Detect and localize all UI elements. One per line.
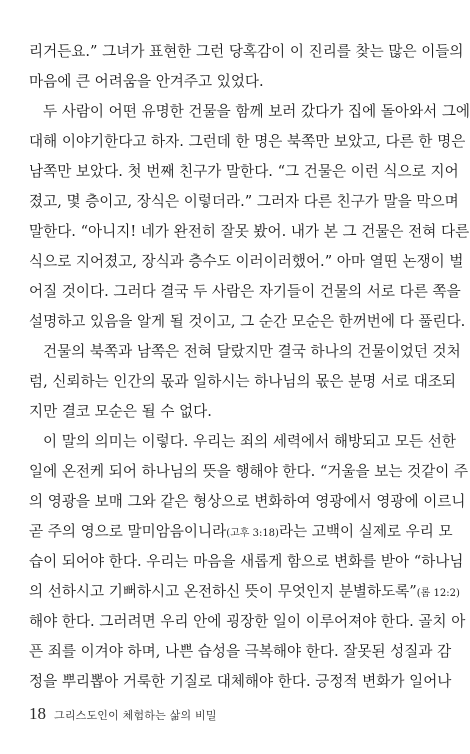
body-line-text: 라는 고백이 실제로 우리 모	[278, 523, 453, 540]
body-line: 마음에 큰 어려움을 안겨주고 있었다.	[29, 73, 264, 90]
body-line-text: 곧 주의 영으로 말미암음이니라	[29, 523, 227, 540]
body-line: 리거든요.” 그녀가 표현한 그런 당혹감이 이 진리를 찾는 많은 이들의	[29, 43, 464, 60]
body-line: 설명하고 있음을 알게 될 것이고, 그 순간 모순은 한꺼번에 다 풀린다.	[29, 313, 466, 330]
body-line	[29, 522, 453, 542]
body-line: 일에 온전케 되어 하나님의 뜻을 행해야 한다. “거울을 보는 것같이 주	[29, 463, 469, 480]
body-line: 건물의 북쪽과 남쪽은 전혀 달랐지만 결국 하나의 건물이었던 것처	[43, 343, 461, 360]
scripture-reference: (롬 12:2)	[416, 588, 460, 599]
body-line: 남쪽만 보았다. 첫 번째 친구가 말한다. “그 건물은 이런 식으로 지어	[29, 163, 459, 180]
body-line: 말한다. “아니지! 네가 완전히 잘못 봤어. 내가 본 그 건물은 전혀 다른	[29, 223, 470, 240]
body-line	[29, 582, 460, 602]
body-line: 어질 것이다. 그러다 결국 두 사람은 자기들이 건물의 서로 다른 쪽을	[29, 283, 461, 300]
body-line: 이 말의 의미는 이렇다. 우리는 죄의 세력에서 해방되고 모든 선한	[43, 433, 456, 450]
body-line-text: 의 선하시고 기뻐하시고 온전하신 뜻이 무엇인지 분별하도록”	[29, 583, 417, 600]
body-line: 정을 뿌리뽑아 거룩한 기질로 대체해야 한다. 긍정적 변화가 일어나	[29, 673, 452, 690]
body-line: 두 사람이 어떤 유명한 건물을 함께 보러 갔다가 집에 돌아와서 그에	[43, 103, 470, 120]
body-line: 의 영광을 보매 그와 같은 형상으로 변화하여 영광에서 영광에 이르니	[29, 493, 466, 510]
scripture-reference: (고후 3:18)	[226, 528, 279, 539]
body-line: 픈 죄를 이겨야 하며, 나쁜 습성을 극복해야 한다. 잘못된 성질과 감	[29, 643, 452, 660]
page-footer	[29, 704, 217, 724]
body-line: 식으로 지어졌고, 장식과 층수도 이러이러했어.” 아마 열띤 논쟁이 벌	[29, 253, 464, 270]
page-number: 18	[29, 704, 46, 723]
running-title: 그리스도인이 체험하는 삶의 비밀	[54, 709, 217, 722]
body-line: 지만 결코 모순은 될 수 없다.	[29, 403, 212, 420]
body-line: 럼, 신뢰하는 인간의 몫과 일하시는 하나님의 몫은 분명 서로 대조되	[29, 373, 457, 390]
body-line: 졌고, 몇 층이고, 장식은 이렇더라.” 그러자 다른 친구가 말을 막으며	[29, 193, 459, 210]
body-line: 대해 이야기한다고 하자. 그런데 한 명은 북쪽만 보았고, 다른 한 명은	[29, 133, 466, 150]
body-line: 습이 되어야 한다. 우리는 마음을 새롭게 함으로 변화를 받아 “하나님	[29, 553, 464, 570]
body-line: 해야 한다. 그러려면 우리 안에 굉장한 일이 이루어져야 한다. 골치 아	[29, 613, 466, 630]
